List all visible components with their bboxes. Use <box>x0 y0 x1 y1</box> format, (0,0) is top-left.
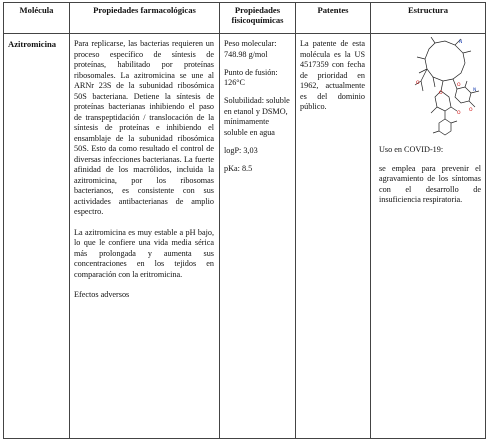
solubility: Solubilidad: soluble en etanol y DSMO, mínimamente soluble en agua <box>224 96 290 137</box>
header-patentes: Patentes <box>296 3 371 34</box>
svg-text:N: N <box>473 88 477 93</box>
farmacologicas-cell <box>70 34 220 439</box>
header-estructura: Estructura <box>371 3 486 34</box>
header-row <box>4 3 486 34</box>
molecular-weight: Peso molecular: 748.98 g/mol <box>224 39 277 59</box>
logp-value: logP: 3,03 <box>224 145 258 155</box>
farmacologicas-paragraph-3: Efectos adversos <box>74 290 130 299</box>
patentes-cell <box>296 34 371 439</box>
properties-table <box>3 2 486 439</box>
pka-value: pKa: 8.5 <box>224 163 253 173</box>
melting-point: Punto de fusión: 126°C <box>224 67 278 87</box>
covid-text: se emplea para prevenir el agravamiento de los síntomas con el desarrollo de insuficiencia respiratoria. <box>379 163 481 204</box>
header-molecula: Molécula <box>4 3 70 34</box>
farmacologicas-paragraph-1: Para replicarse, las bacterias requieren un proceso específico de síntesis de proteínas, habilitado por proteínas ribosomales. La azitromicina se une al ARNr 23S de la subunidad ribosómica 50S bacteriana. Detiene la síntesis de proteínas bacterianas inhibiendo el paso de transpeptidación / translocación de la síntesis de proteínas e inhibiendo el ensamblaje de la subunidad ribosómica 50S. Esto da como resultado el control de diversas infecciones bacterianas. La fuerte afinidad de los macrólidos, incluida la azitromicina, por los ribosomas bacterianos, es consistente con sus actividades antibacterianas de amplio espectro. <box>74 39 214 216</box>
svg-text:O: O <box>457 111 461 116</box>
svg-text:O: O <box>416 81 420 86</box>
patent-text: La patente de esta molécula es la US 4517359 con fecha de prioridad en 1962, actualmente es del dominio público. <box>300 39 365 111</box>
estructura-cell <box>371 34 486 439</box>
azithromycin-structure-image <box>413 37 485 137</box>
svg-text:N: N <box>459 40 463 45</box>
header-fisicoquimicas: Propiedades fisicoquímicas <box>220 3 296 34</box>
svg-text:O: O <box>457 83 461 88</box>
molecule-name: Azitromicina <box>4 34 70 439</box>
fisicoquimicas-cell <box>220 34 296 439</box>
farmacologicas-paragraph-2: La azitromicina es muy estable a pH bajo, lo que le confiere una vida media sérica más prolongada y aumenta sus concentraciones en los tejidos en comparación con la eritromicina. <box>74 227 214 279</box>
svg-text:O: O <box>439 91 443 96</box>
header-farmacologicas: Propiedades farmacológicas <box>70 3 220 34</box>
svg-text:O: O <box>469 108 473 113</box>
covid-title: Uso en COVID-19: <box>379 145 444 154</box>
table-row <box>4 34 486 439</box>
